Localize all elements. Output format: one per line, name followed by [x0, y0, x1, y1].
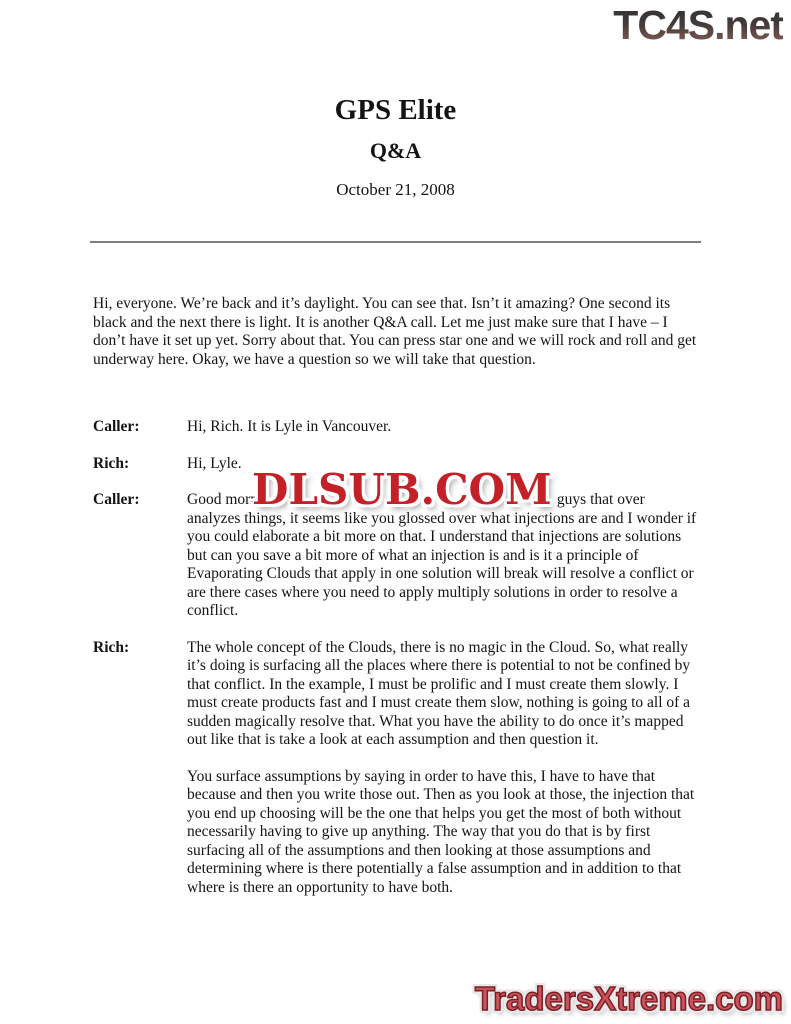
tc4s-site-logo: TC4S.net — [613, 2, 783, 48]
section-divider — [90, 241, 701, 243]
dialogue-text: The whole concept of the Clouds, there is no magic in the Cloud. So, what really it’s doing is surfacing all the places where there is potential to not be confined by that conflict. In the example, I must be prolific and I must create them slowly. I must create products fast and I must create them slow, nothing is going to all of a sudden magically resolve that. What you have the ability to do once it’s mapped out like that is take a look at each assumption and then question it. — [187, 638, 691, 748]
speaker-label: Caller: — [93, 491, 140, 508]
watermark-anchor — [252, 465, 553, 514]
page-title: GPS Elite — [334, 94, 457, 126]
dialogue-text: Hi, Lyle. — [187, 454, 242, 472]
speaker-label — [93, 768, 187, 898]
dlsub-watermark: DLSUB.COM — [252, 465, 552, 514]
dialogue-text-after-watermark: guys that over analyzes things, it seems like you glossed over what injections are and I wonder if you could elaborate a bit more on that. I understand that injections are solutions but can you save a bit more of what an injection is and is it a principle of Evaporating Clouds that apply in one solution will break will resolve a conflict or are there cases where you need to apply multiply solutions in order to resolve a conflict. — [187, 491, 697, 619]
dialogue-text-before-watermark: Good morn — [187, 491, 259, 508]
page-subtitle: Q&A — [369, 138, 422, 163]
dialogue-text: You surface assumptions by saying in order to have this, I have to have that because and then you write those out. Then as you look at those, the injection that you end up choosing will be the one that helps you get the most of both without necessarily having to give up anything. The way that you do that is by first surfacing all of the assumptions and then looking at those assumptions and determining where is there potentially a false assumption and in addition to that where is there an opportunity to have both. — [187, 767, 695, 896]
intro-paragraph: Hi, everyone. We’re back and it’s daylight. You can see that. Isn’t it amazing? One second its black and the next there is light. It is another Q&A call. Let me just make sure that I have – I don’t have it set up yet. Sorry about that. You can press star one and we will rock and roll and get underway here. Okay, we have a question so we will take that question. — [93, 295, 697, 368]
dialogue-row — [93, 639, 701, 750]
dialogue-row — [93, 418, 701, 437]
dialogue-text — [187, 465, 701, 621]
speaker-label: Rich: — [93, 638, 130, 656]
speaker-label: Rich: — [93, 454, 130, 472]
tradersxtreme-footer-logo: TradersXtreme.com — [474, 980, 783, 1017]
dialogue-row — [93, 465, 701, 621]
dialogue-text: Hi, Rich. It is Lyle in Vancouver. — [187, 418, 392, 435]
document-date: October 21, 2008 — [336, 180, 455, 199]
speaker-label: Caller: — [93, 418, 140, 435]
dialogue-row — [93, 768, 701, 898]
dialogue-section — [93, 418, 701, 897]
